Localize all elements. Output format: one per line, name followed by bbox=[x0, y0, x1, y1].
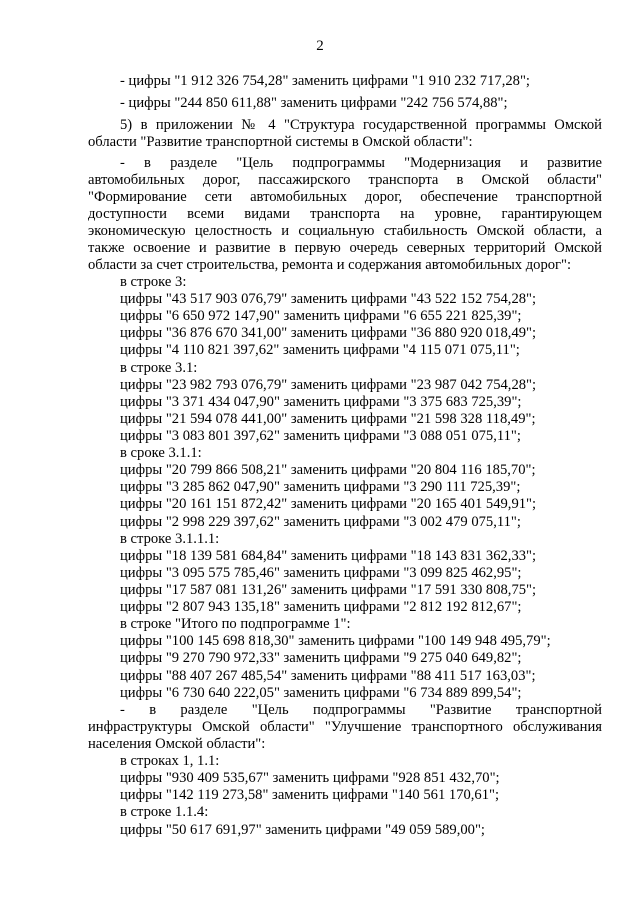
text-line: в строке "Итого по подпрограмме 1": bbox=[120, 616, 351, 632]
text-line: цифры "2 807 943 135,18" заменить цифрами "2 812 192 812,67"; bbox=[120, 599, 522, 615]
text-line: 5) в приложении № 4 "Структура государственной программы Омской bbox=[120, 117, 602, 133]
text-line: в строке 3.1.1.1: bbox=[120, 531, 220, 547]
text-line: цифры "3 371 434 047,90" заменить цифрами "3 375 683 725,39"; bbox=[120, 394, 522, 410]
text-line: цифры "3 285 862 047,90" заменить цифрами "3 290 111 725,39"; bbox=[120, 479, 521, 495]
text-line: инфраструктуры Омской области" "Улучшение транспортного обслуживания bbox=[88, 719, 602, 735]
text-line: "Формирование сети автомобильных дорог, обеспечение транспортной bbox=[88, 189, 602, 205]
page-number: 2 bbox=[316, 38, 324, 54]
text-line: в строке 3: bbox=[120, 274, 187, 290]
text-line: цифры "9 270 790 972,33" заменить цифрами "9 275 040 649,82"; bbox=[120, 650, 522, 666]
text-line: цифры "43 517 903 076,79" заменить цифрами "43 522 152 754,28"; bbox=[120, 291, 537, 307]
text-line: цифры "18 139 581 684,84" заменить цифрами "18 143 831 362,33"; bbox=[120, 548, 537, 564]
text-line: в строке 3.1: bbox=[120, 360, 198, 376]
text-line: доступности всеми видами транспорта на уровне, гарантирующем bbox=[88, 206, 602, 222]
text-line: цифры "2 998 229 397,62" заменить цифрами "3 002 479 075,11"; bbox=[120, 514, 521, 530]
text-line: цифры "88 407 267 485,54" заменить цифрами "88 411 517 163,03"; bbox=[120, 668, 536, 684]
text-line: в строке 1.1.4: bbox=[120, 804, 209, 820]
text-line: - в разделе "Цель подпрограммы "Модернизация и развитие bbox=[120, 155, 602, 171]
text-line: в сроке 3.1.1: bbox=[120, 445, 202, 461]
text-line: экономическую целостность и социальную стабильность Омской области, а bbox=[88, 223, 602, 239]
text-line: в строках 1, 1.1: bbox=[120, 753, 220, 769]
text-line: - в разделе "Цель подпрограммы "Развитие транспортной bbox=[120, 702, 602, 718]
text-line: также освоение и развитие в первую очередь северных территорий Омской bbox=[88, 240, 602, 256]
text-line: цифры "36 876 670 341,00" заменить цифрами "36 880 920 018,49"; bbox=[120, 325, 537, 341]
text-line: цифры "4 110 821 397,62" заменить цифрами "4 115 071 075,11"; bbox=[120, 342, 520, 358]
text-line: цифры "930 409 535,67" заменить цифрами "928 851 432,70"; bbox=[120, 770, 500, 786]
text-line: цифры "3 095 575 785,46" заменить цифрами "3 099 825 462,95"; bbox=[120, 565, 522, 581]
text-line: населения Омской области": bbox=[88, 736, 266, 752]
text-line: цифры "50 617 691,97" заменить цифрами "49 059 589,00"; bbox=[120, 822, 485, 838]
text-line: цифры "6 730 640 222,05" заменить цифрами "6 734 889 899,54"; bbox=[120, 685, 522, 701]
text-line: - цифры "244 850 611,88" заменить цифрами "242 756 574,88"; bbox=[120, 95, 508, 111]
text-line: цифры "23 982 793 076,79" заменить цифрами "23 987 042 754,28"; bbox=[120, 377, 537, 393]
text-line: цифры "17 587 081 131,26" заменить цифрами "17 591 330 808,75"; bbox=[120, 582, 537, 598]
text-line: автомобильных дорог, пассажирского транспорта в Омской области" bbox=[88, 172, 602, 188]
text-line: цифры "142 119 273,58" заменить цифрами "140 561 170,61"; bbox=[120, 787, 500, 803]
text-line: цифры "6 650 972 147,90" заменить цифрами "6 655 221 825,39"; bbox=[120, 308, 522, 324]
text-line: - цифры "1 912 326 754,28" заменить цифрами "1 910 232 717,28"; bbox=[120, 73, 530, 89]
text-line: цифры "20 161 151 872,42" заменить цифрами "20 165 401 549,91"; bbox=[120, 496, 537, 512]
text-line: цифры "3 083 801 397,62" заменить цифрами "3 088 051 075,11"; bbox=[120, 428, 521, 444]
text-line: цифры "21 594 078 441,00" заменить цифрами "21 598 328 118,49"; bbox=[120, 411, 536, 427]
text-line: цифры "20 799 866 508,21" заменить цифрами "20 804 116 185,70"; bbox=[120, 462, 536, 478]
text-line: области "Развитие транспортной системы в Омской области": bbox=[88, 134, 473, 150]
text-line: цифры "100 145 698 818,30" заменить цифрами "100 149 948 495,79"; bbox=[120, 633, 551, 649]
text-line: области за счет строительства, ремонта и содержания автомобильных дорог": bbox=[88, 257, 572, 273]
